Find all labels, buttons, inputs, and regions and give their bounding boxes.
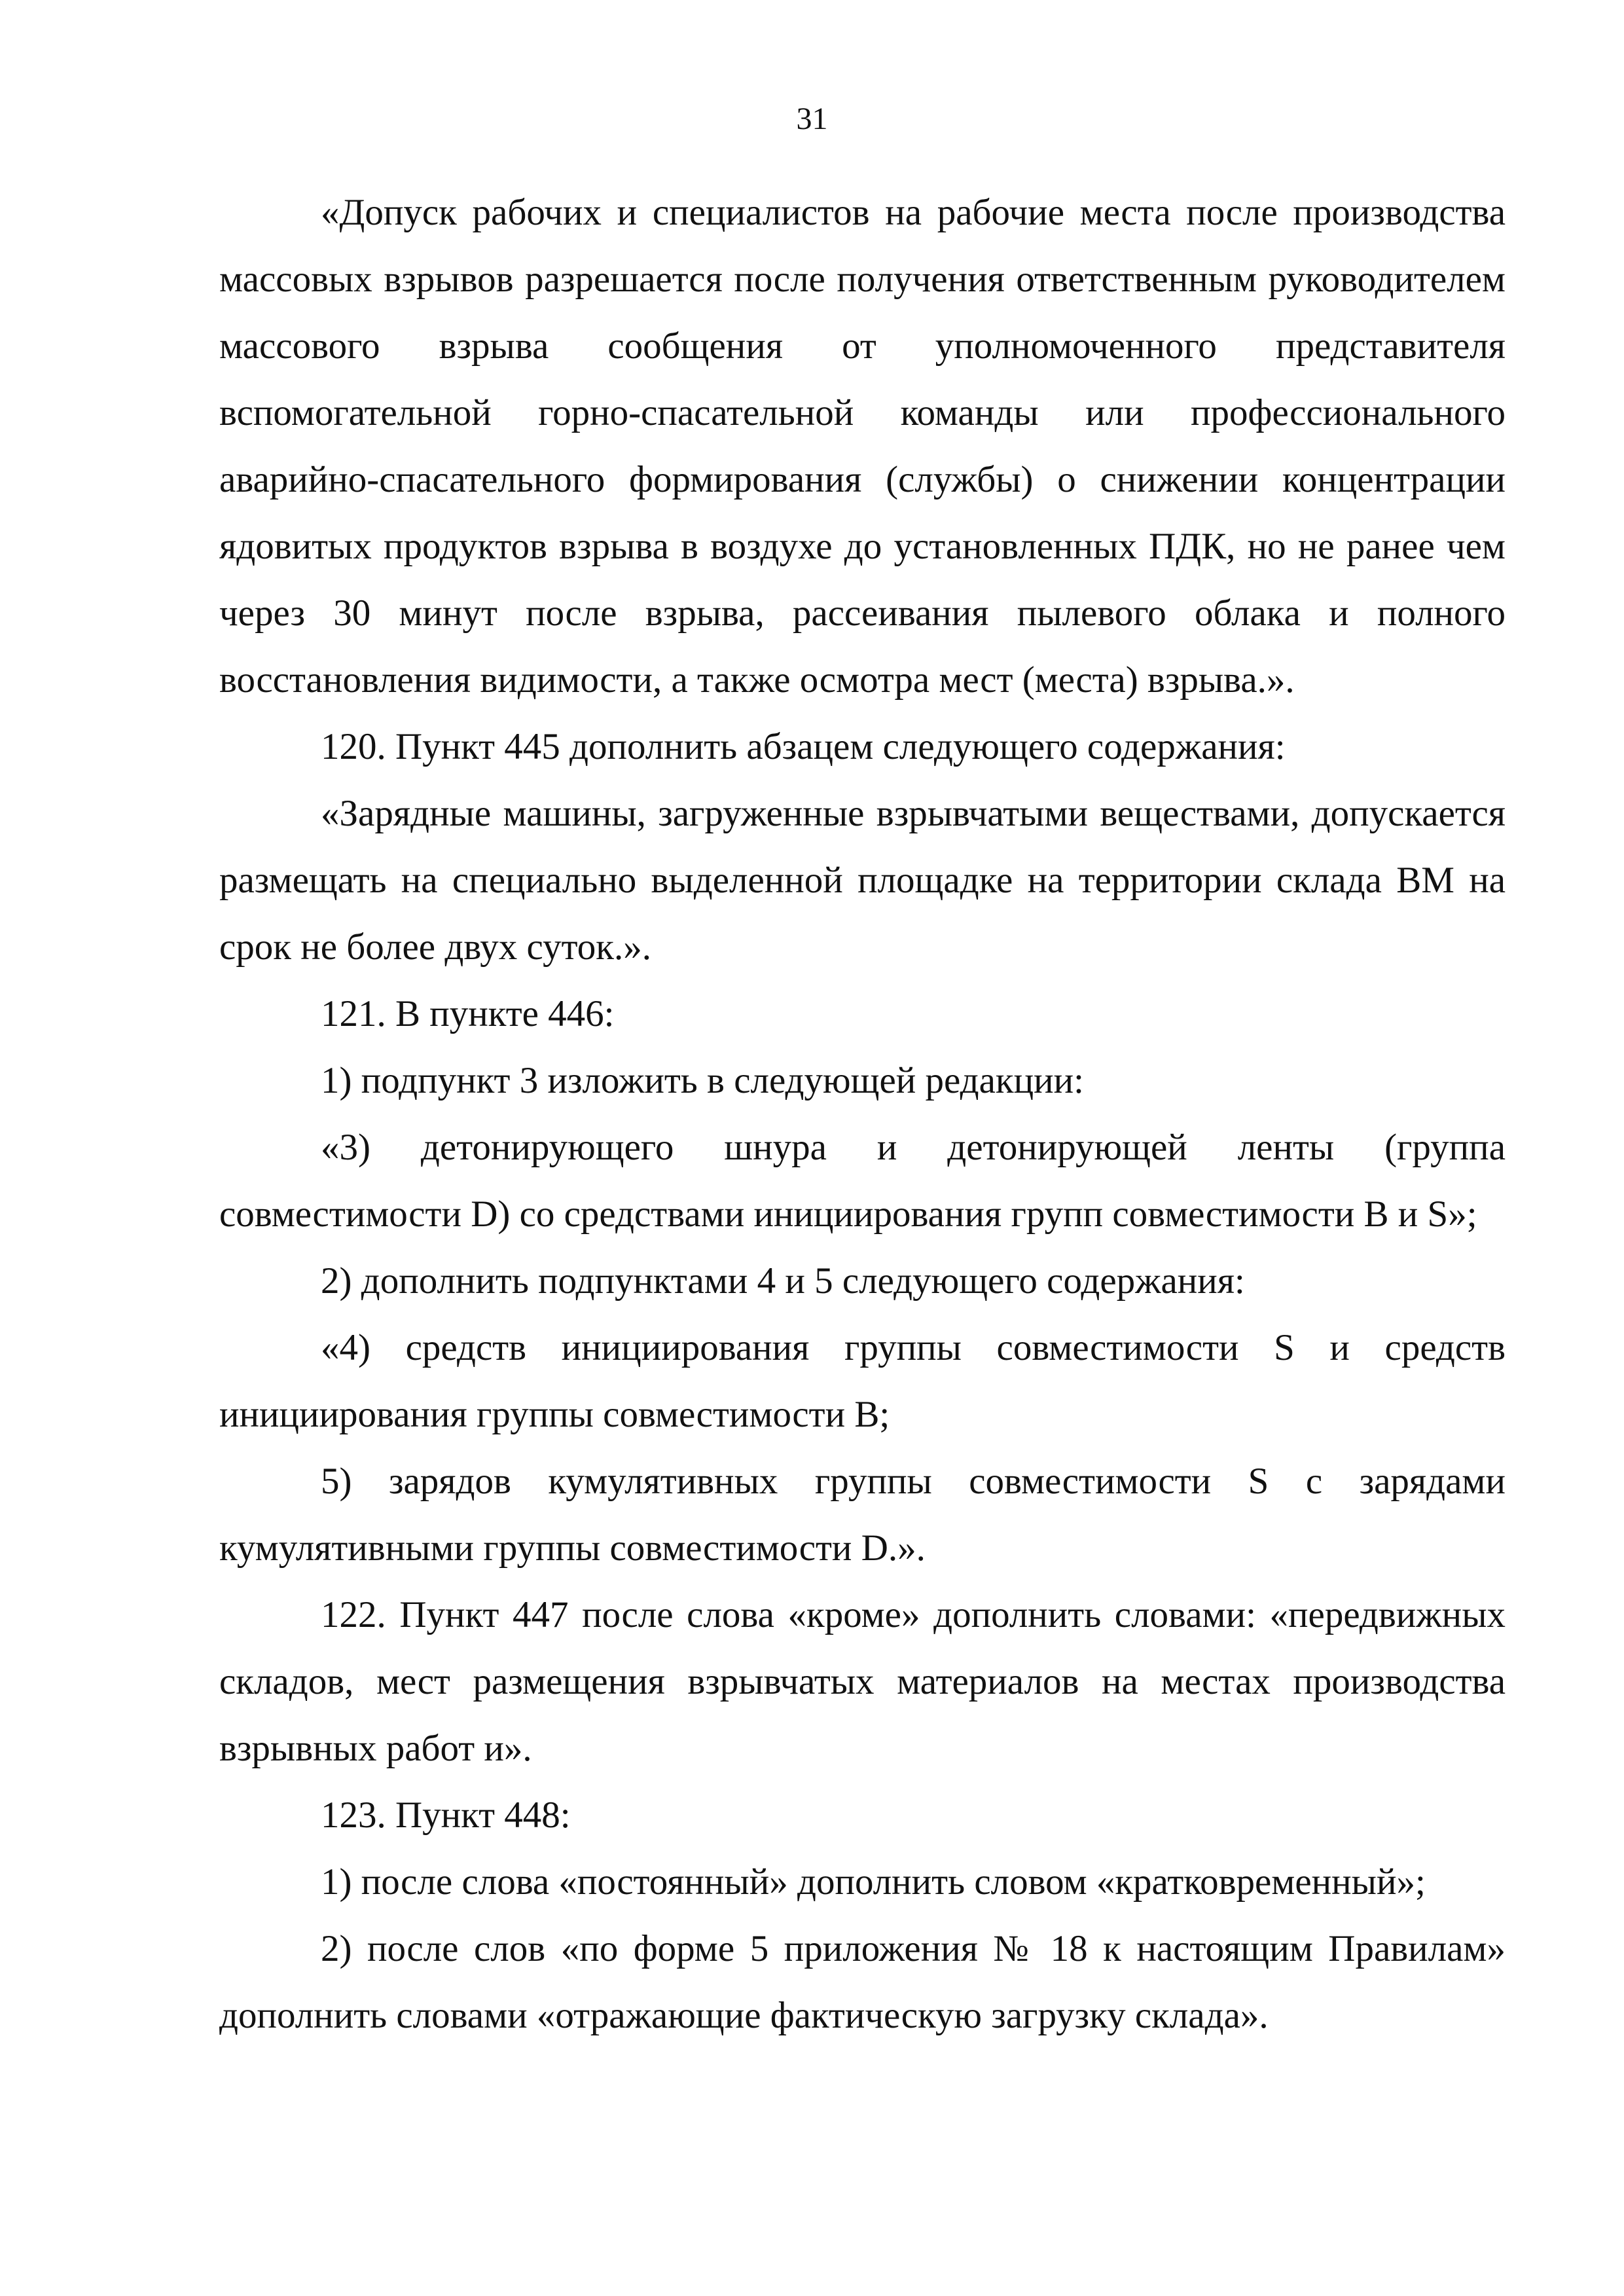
paragraph-item-123: 123. Пункт 448: (321, 1795, 571, 1836)
page-number: 31 (796, 101, 828, 136)
paragraph-subitem-1-123: 1) после слова «постоянный» дополнить словом «кратковременный»; (321, 1861, 1426, 1903)
paragraph-quote-admission: «Допуск рабочих и специалистов на рабочие места после производства массовых взрывов разрешается после получения ответственным руководителем массового взрыва сообщения от уполномоченного представителя вспомогательной горно-спасательной команды или профессионального аварийно-спасательного формирования (службы) о снижении концентрации ядовитых продуктов взрыва в воздухе до установленных ПДК, но не ранее чем через 30 минут после взрыва, рассеивания пылевого облака и полного восстановления видимости, а также осмотра мест (места) взрыва.». (219, 192, 1506, 701)
paragraph-subitem-1-121: 1) подпункт 3 изложить в следующей редакции: (321, 1060, 1084, 1101)
document-body (219, 179, 1506, 2049)
paragraph-quote-charging-machines: «Зарядные машины, загруженные взрывчатыми веществами, допускается размещать на специально выделенной площадке на территории склада ВМ на срок не более двух суток.». (219, 793, 1506, 968)
paragraph-item-121: 121. В пункте 446: (321, 993, 615, 1034)
paragraph-subitem-2-121: 2) дополнить подпунктами 4 и 5 следующего содержания: (321, 1260, 1245, 1302)
paragraph-item-120: 120. Пункт 445 дополнить абзацем следующего содержания: (321, 726, 1286, 767)
paragraph-item-122: 122. Пункт 447 после слова «кроме» дополнить словами: «передвижных складов, мест размещения взрывчатых материалов на местах производства взрывных работ и». (219, 1594, 1506, 1769)
paragraph-subitem-2-123: 2) после слов «по форме 5 приложения № 18 к настоящим Правилам» дополнить словами «отражающие фактическую загрузку склада». (219, 1928, 1506, 2036)
paragraph-quote-subitem-4: «4) средств инициирования группы совместимости S и средств инициирования группы совместимости B; (219, 1327, 1506, 1435)
paragraph-quote-subitem-5: 5) зарядов кумулятивных группы совместимости S с зарядами кумулятивными группы совместимости D.». (219, 1461, 1506, 1569)
paragraph-quote-subitem-3: «3) детонирующего шнура и детонирующей ленты (группа совместимости D) со средствами инициирования групп совместимости B и S»; (219, 1127, 1506, 1235)
